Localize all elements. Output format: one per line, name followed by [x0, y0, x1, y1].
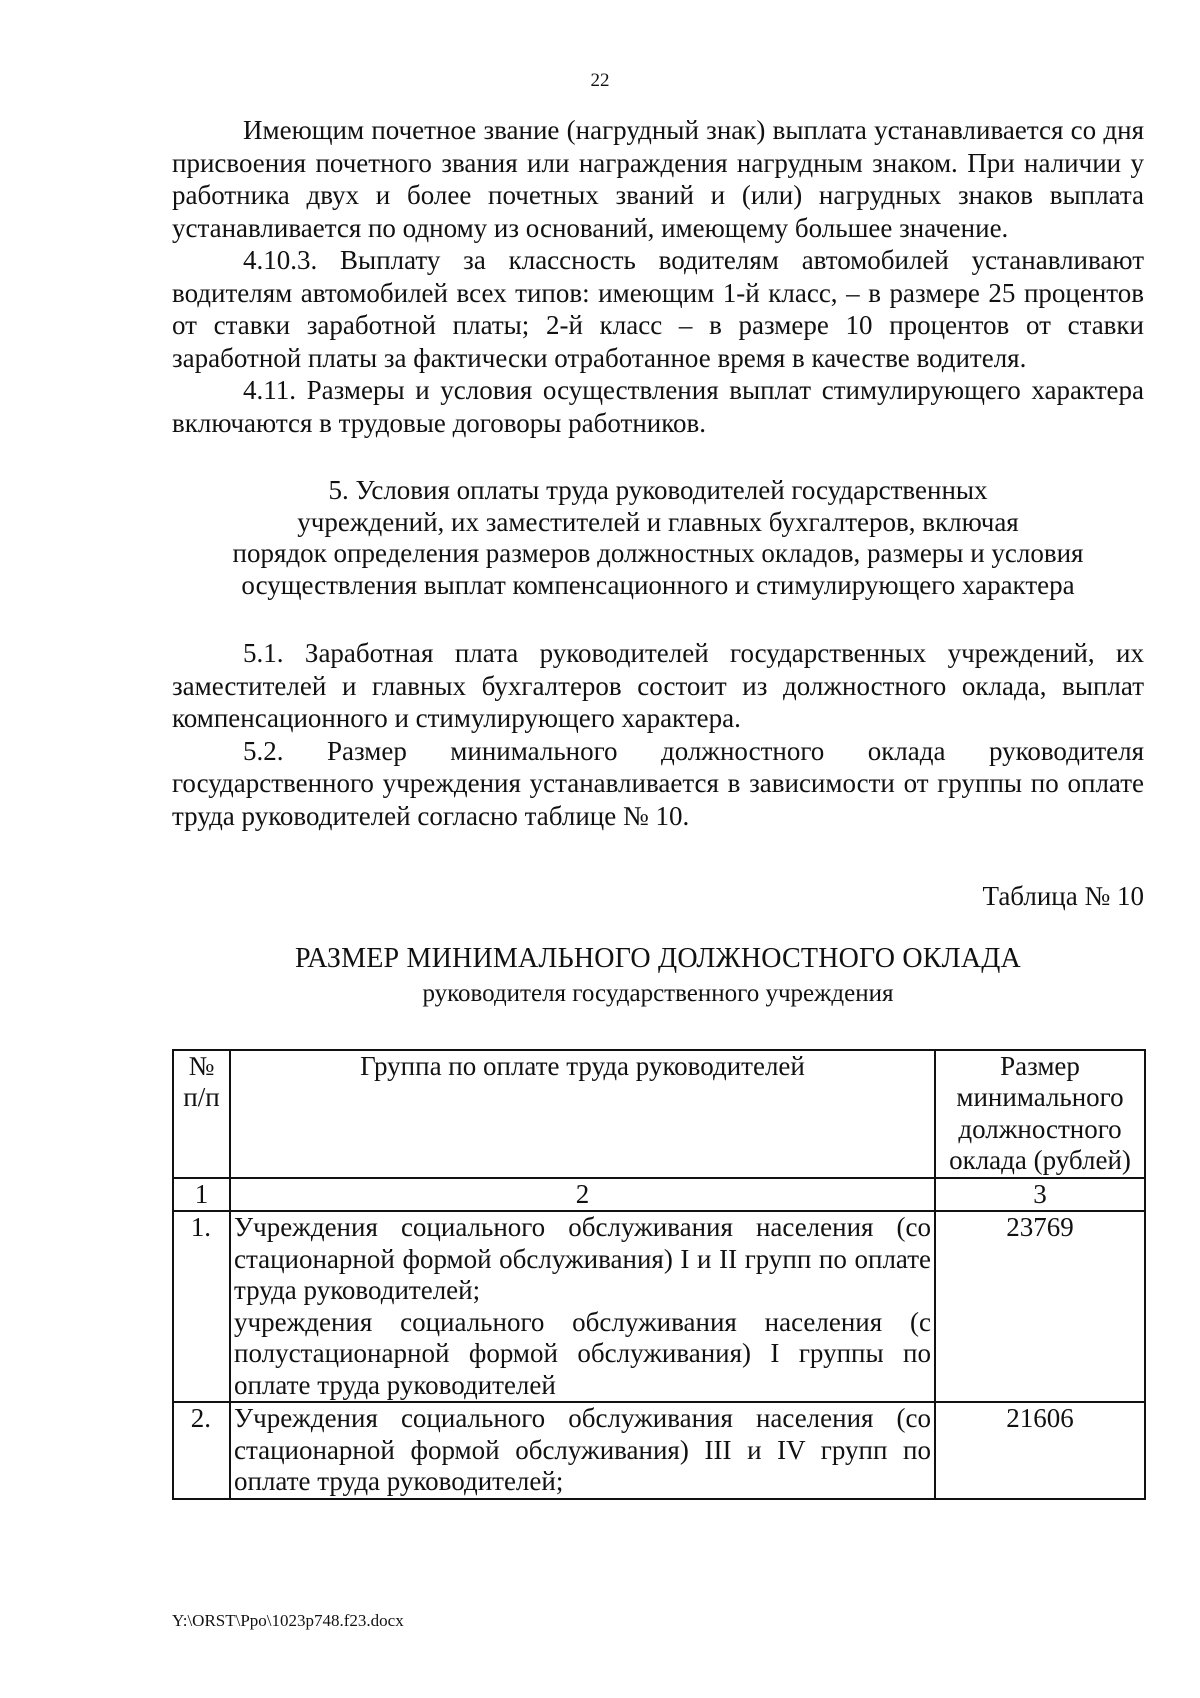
- row-description-line: Учреждения социального обслуживания населения (со стационарной формой обслуживания) III и IV групп по оплате труда руководителей;: [234, 1403, 931, 1496]
- table-title: РАЗМЕР МИНИМАЛЬНОГО ДОЛЖНОСТНОГО ОКЛАДА: [295, 942, 1021, 974]
- table-label: Таблица № 10: [982, 881, 1144, 911]
- paragraph-4-10-3: 4.10.3. Выплату за классность водителям автомобилей устанавливают водителям автомобилей всех типов: имеющим 1-й класс, – в размере 25 процентов от ставки заработной платы; 2-й класс – в размере 10 процентов от ставки заработной платы за фактически отработанное время в качестве водителя.: [172, 245, 1144, 373]
- row-number-cell: 1.: [173, 1211, 230, 1402]
- table-row: [173, 1402, 1145, 1499]
- document-body: [172, 114, 1144, 1500]
- header-cell-salary: Размер минимального должностного оклада (рублей): [935, 1050, 1145, 1178]
- table-column-numbers-row: [173, 1178, 1145, 1212]
- row-description-cell: [230, 1211, 935, 1402]
- column-number-cell: 3: [935, 1178, 1145, 1212]
- table-row: [173, 1211, 1145, 1402]
- row-number-cell: 2.: [173, 1402, 230, 1499]
- row-description-line: учреждения социального обслуживания населения (с полустационарной формой обслуживания) I группы по оплате труда руководителей: [234, 1306, 931, 1400]
- paragraph-5-1: 5.1. Заработная плата руководителей государственных учреждений, их заместителей и главных бухгалтеров состоит из должностного оклада, выплат компенсационного и стимулирующего характера.: [172, 638, 1144, 733]
- row-value-cell: 21606: [935, 1402, 1145, 1499]
- column-number-cell: 2: [230, 1178, 935, 1212]
- row-description-line: Учреждения социального обслуживания населения (со стационарной формой обслуживания) I и II групп по оплате труда руководителей;: [234, 1212, 931, 1305]
- table-subtitle: руководителя государственного учреждения: [422, 979, 894, 1007]
- page-number: 22: [590, 70, 610, 91]
- paragraph-4-11: 4.11. Размеры и условия осуществления выплат стимулирующего характера включаются в трудовые договоры работников.: [172, 375, 1144, 438]
- footer-file-path: Y:\ORST\Ppo\1023p748.f23.docx: [172, 1611, 404, 1630]
- paragraph-5-2: 5.2. Размер минимального должностного оклада руководителя государственного учреждения устанавливается в зависимости от группы по оплате труда руководителей согласно таблице № 10.: [172, 735, 1144, 831]
- column-number-cell: 1: [173, 1178, 230, 1212]
- header-cell-group: Группа по оплате труда руководителей: [230, 1050, 935, 1178]
- paragraph-honorary-title: Имеющим почетное звание (нагрудный знак) выплата устанавливается со дня присвоения почетного звания или награждения нагрудным знаком. При наличии у работника двух и более почетных званий и (или) нагрудных знаков выплата устанавливается по одному из оснований, имеющему большее значение.: [172, 115, 1144, 243]
- heading-line: учреждений, их заместителей и главных бухгалтеров, включая: [297, 506, 1019, 537]
- table-header-row: [173, 1050, 1145, 1178]
- salary-table: [172, 1049, 1146, 1500]
- row-description-cell: [230, 1402, 935, 1499]
- heading-line: 5. Условия оплаты труда руководителей государственных: [328, 475, 988, 505]
- heading-line: порядок определения размеров должностных окладов, размеры и условия: [232, 538, 1084, 568]
- section-5-heading: [172, 475, 1144, 601]
- heading-line: осуществления выплат компенсационного и стимулирующего характера: [241, 569, 1075, 600]
- row-value-cell: 23769: [935, 1211, 1145, 1402]
- table-title-block: [172, 941, 1144, 1011]
- header-cell-number: № п/п: [173, 1050, 230, 1178]
